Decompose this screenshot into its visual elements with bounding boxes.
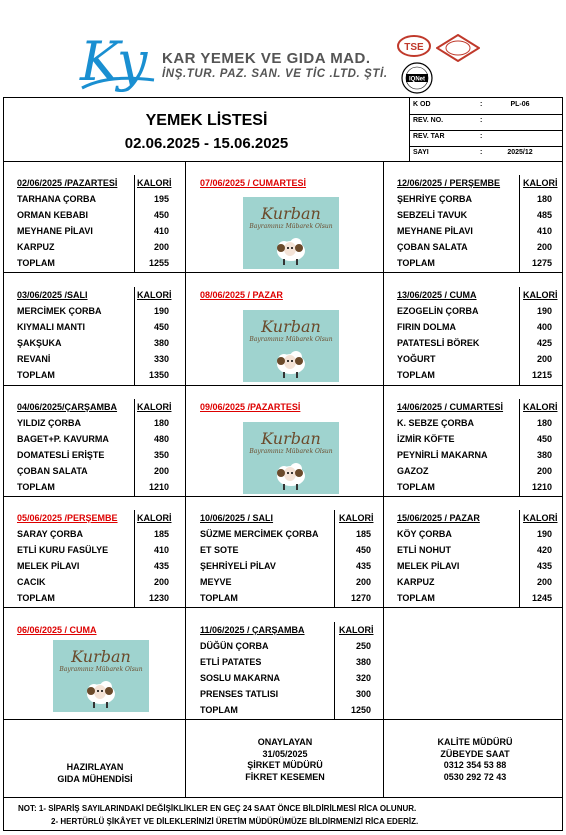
menu-item-kalori: 200 bbox=[536, 466, 552, 476]
doc-info-value: PL-06 bbox=[510, 101, 530, 108]
menu-item-name: YILDIZ ÇORBA bbox=[17, 418, 81, 428]
menu-item-name: CACIK bbox=[17, 577, 46, 587]
menu-item-kalori: 420 bbox=[536, 545, 552, 555]
ks-certificate-icon bbox=[436, 34, 480, 62]
kalori-header: KALORİ bbox=[523, 402, 558, 412]
menu-item-name: K. SEBZE ÇORBA bbox=[397, 418, 475, 428]
quality-manager: KALİTE MÜDÜRÜ ZÜBEYDE SAAT 0312 354 53 88 0530 292 72 43 bbox=[437, 737, 513, 782]
menu-item-kalori: 410 bbox=[153, 226, 169, 236]
holiday-greeting-image: Kurban Bayramınız Mübarek Olsun bbox=[243, 197, 339, 269]
menu-item-name: DOMATESLİ ERİŞTE bbox=[17, 450, 105, 460]
menu-item-name: ETLİ NOHUT bbox=[397, 545, 451, 555]
menu-item-name: SÜZME MERCİMEK ÇORBA bbox=[200, 529, 319, 539]
menu-total-name: TOPLAM bbox=[17, 593, 55, 603]
header bbox=[0, 0, 566, 96]
kalori-header: KALORİ bbox=[137, 513, 172, 523]
day-date: 02/06/2025 /PAZARTESİ bbox=[17, 178, 118, 188]
day-date: 04/06/2025/ÇARŞAMBA bbox=[17, 402, 118, 412]
menu-total-name: TOPLAM bbox=[397, 258, 435, 268]
menu-total-name: TOPLAM bbox=[17, 258, 55, 268]
doc-info-label: REV. TAR bbox=[413, 133, 445, 140]
menu-item-name: PEYNİRLİ MAKARNA bbox=[397, 450, 488, 460]
sheep-icon bbox=[271, 346, 311, 380]
menu-item-name: MELEK PİLAVI bbox=[17, 561, 80, 571]
menu-item-kalori: 200 bbox=[536, 242, 552, 252]
note-line-2: 2- HERTÜRLÜ ŞİKÂYET VE DİLEKLERİNİZİ ÜRETİM MÜDÜRÜMÜZE BİLDİRMENİZİ RİCA EDERİZ. bbox=[51, 817, 419, 826]
menu-item-name: SEBZELİ TAVUK bbox=[397, 210, 468, 220]
menu-total-kalori: 1275 bbox=[531, 258, 552, 268]
menu-item-kalori: 480 bbox=[153, 434, 169, 444]
doc-info-label: K OD bbox=[413, 101, 431, 108]
menu-item-kalori: 200 bbox=[153, 577, 169, 587]
menu-item-kalori: 200 bbox=[355, 577, 371, 587]
menu-item-kalori: 195 bbox=[153, 194, 169, 204]
menu-item-kalori: 180 bbox=[153, 418, 169, 428]
menu-item-kalori: 200 bbox=[153, 242, 169, 252]
menu-item-name: KARPUZ bbox=[397, 577, 435, 587]
svg-text:Ky: Ky bbox=[80, 30, 148, 92]
menu-total-name: TOPLAM bbox=[397, 370, 435, 380]
doc-info-separator: : bbox=[480, 101, 483, 108]
menu-item-kalori: 435 bbox=[536, 561, 552, 571]
menu-item-kalori: 200 bbox=[536, 354, 552, 364]
menu-total-kalori: 1270 bbox=[350, 593, 371, 603]
menu-item-kalori: 380 bbox=[355, 657, 371, 667]
title-block bbox=[4, 98, 409, 160]
menu-item-kalori: 425 bbox=[536, 338, 552, 348]
doc-info-label: SAYI bbox=[413, 149, 429, 156]
menu-item-kalori: 320 bbox=[355, 673, 371, 683]
menu-item-kalori: 300 bbox=[355, 689, 371, 699]
menu-item-name: ÇOBAN SALATA bbox=[17, 466, 88, 476]
menu-total-name: TOPLAM bbox=[397, 482, 435, 492]
menu-item-kalori: 450 bbox=[153, 210, 169, 220]
holiday-greeting-image: Kurban Bayramınız Mübarek Olsun bbox=[243, 422, 339, 494]
menu-total-name: TOPLAM bbox=[17, 482, 55, 492]
sheep-icon bbox=[271, 233, 311, 267]
doc-info-value: 2025/12 bbox=[507, 149, 533, 156]
menu-item-kalori: 250 bbox=[355, 641, 371, 651]
menu-item-name: KÖY ÇORBA bbox=[397, 529, 452, 539]
menu-total-kalori: 1210 bbox=[148, 482, 169, 492]
menu-item-name: DÜĞÜN ÇORBA bbox=[200, 641, 269, 651]
menu-total-kalori: 1230 bbox=[148, 593, 169, 603]
menu-item-name: REVANİ bbox=[17, 354, 51, 364]
menu-item-kalori: 450 bbox=[536, 434, 552, 444]
menu-total-kalori: 1255 bbox=[148, 258, 169, 268]
menu-total-kalori: 1250 bbox=[350, 705, 371, 715]
kalori-header: KALORİ bbox=[523, 178, 558, 188]
menu-item-kalori: 485 bbox=[536, 210, 552, 220]
menu-item-name: SOSLU MAKARNA bbox=[200, 673, 280, 683]
company-name: KAR YEMEK VE GIDA MAD. bbox=[162, 50, 371, 67]
menu-item-name: KARPUZ bbox=[17, 242, 55, 252]
svg-text:TSE: TSE bbox=[404, 42, 424, 53]
menu-item-kalori: 200 bbox=[536, 577, 552, 587]
menu-item-name: ŞEHRİYE ÇORBA bbox=[397, 194, 473, 204]
menu-item-name: ETLİ KURU FASÜLYE bbox=[17, 545, 109, 555]
kalori-header: KALORİ bbox=[339, 625, 374, 635]
menu-item-kalori: 380 bbox=[536, 450, 552, 460]
day-date: 05/06/2025 /PERŞEMBE bbox=[17, 513, 118, 523]
menu-item-name: PATATESLİ BÖREK bbox=[397, 338, 480, 348]
menu-item-kalori: 330 bbox=[153, 354, 169, 364]
menu-item-name: GAZOZ bbox=[397, 466, 429, 476]
menu-item-kalori: 190 bbox=[153, 306, 169, 316]
menu-total-kalori: 1215 bbox=[531, 370, 552, 380]
approved-by: ONAYLAYAN 31/05/2025 ŞİRKET MÜDÜRÜ FİKRET KESEMEN bbox=[245, 737, 325, 782]
menu-item-name: ÇOBAN SALATA bbox=[397, 242, 468, 252]
doc-info-separator: : bbox=[480, 149, 483, 156]
day-date: 15/06/2025 / PAZAR bbox=[397, 513, 480, 523]
menu-item-kalori: 185 bbox=[153, 529, 169, 539]
menu-item-name: ŞEHRİYELİ PİLAV bbox=[200, 561, 276, 571]
doc-info-label: REV. NO. bbox=[413, 117, 444, 124]
day-date: 13/06/2025 / CUMA bbox=[397, 290, 477, 300]
menu-item-kalori: 410 bbox=[153, 545, 169, 555]
menu-total-name: TOPLAM bbox=[200, 593, 238, 603]
menu-item-kalori: 180 bbox=[536, 418, 552, 428]
page-date-range: 02.06.2025 - 15.06.2025 bbox=[124, 135, 289, 152]
menu-item-name: BAGET+P. KAVURMA bbox=[17, 434, 109, 444]
menu-item-name: EZOGELİN ÇORBA bbox=[397, 306, 479, 316]
menu-item-name: KIYMALI MANTI bbox=[17, 322, 85, 332]
day-date: 06/06/2025 / CUMA bbox=[17, 625, 97, 635]
day-date: 11/06/2025 / ÇARŞAMBA bbox=[200, 625, 305, 635]
menu-item-kalori: 180 bbox=[536, 194, 552, 204]
menu-item-kalori: 450 bbox=[355, 545, 371, 555]
svg-text:IQNet: IQNet bbox=[408, 76, 426, 83]
note-line-1: NOT: 1- SİPARİŞ SAYILARINDAKİ DEĞİŞİKLİKLER EN GEÇ 24 SAAT ÖNCE BİLDİRİLMESİ RİCA OLUNUR. bbox=[18, 804, 417, 813]
menu-item-name: FIRIN DOLMA bbox=[397, 322, 456, 332]
menu-total-name: TOPLAM bbox=[17, 370, 55, 380]
doc-info-separator: : bbox=[480, 117, 483, 124]
menu-item-name: PRENSES TATLISI bbox=[200, 689, 279, 699]
holiday-greeting-image: Kurban Bayramınız Mübarek Olsun bbox=[53, 640, 149, 712]
menu-item-name: MEYVE bbox=[200, 577, 232, 587]
menu-total-kalori: 1350 bbox=[148, 370, 169, 380]
doc-info-separator: : bbox=[480, 133, 483, 140]
kalori-header: KALORİ bbox=[137, 178, 172, 188]
day-date: 12/06/2025 / PERŞEMBE bbox=[397, 178, 501, 188]
menu-item-name: SARAY ÇORBA bbox=[17, 529, 84, 539]
menu-item-name: MEYHANE PİLAVI bbox=[397, 226, 473, 236]
menu-item-name: ET SOTE bbox=[200, 545, 239, 555]
kalori-header: KALORİ bbox=[523, 290, 558, 300]
menu-item-name: ORMAN KEBABI bbox=[17, 210, 88, 220]
menu-item-kalori: 190 bbox=[536, 529, 552, 539]
sheep-icon bbox=[81, 676, 121, 710]
menu-item-kalori: 435 bbox=[355, 561, 371, 571]
menu-total-name: TOPLAM bbox=[397, 593, 435, 603]
prepared-by: HAZIRLAYAN GIDA MÜHENDİSİ bbox=[57, 762, 133, 784]
day-date: 14/06/2025 / CUMARTESİ bbox=[397, 402, 504, 412]
day-date: 07/06/2025 / CUMARTESİ bbox=[200, 178, 307, 188]
company-logo bbox=[78, 30, 156, 92]
menu-item-kalori: 450 bbox=[153, 322, 169, 332]
menu-item-name: YOĞURT bbox=[397, 354, 436, 364]
sheep-icon bbox=[271, 458, 311, 492]
menu-item-kalori: 350 bbox=[153, 450, 169, 460]
menu-total-kalori: 1245 bbox=[531, 593, 552, 603]
menu-total-kalori: 1210 bbox=[531, 482, 552, 492]
menu-item-name: İZMİR KÖFTE bbox=[397, 434, 455, 444]
day-date: 09/06/2025 /PAZARTESİ bbox=[200, 402, 301, 412]
kalori-header: KALORİ bbox=[339, 513, 374, 523]
menu-item-kalori: 380 bbox=[153, 338, 169, 348]
page-title: YEMEK LİSTESİ bbox=[145, 112, 268, 129]
menu-item-name: MERCİMEK ÇORBA bbox=[17, 306, 102, 316]
menu-item-kalori: 190 bbox=[536, 306, 552, 316]
day-date: 08/06/2025 / PAZAR bbox=[200, 290, 283, 300]
holiday-greeting-image: Kurban Bayramınız Mübarek Olsun bbox=[243, 310, 339, 382]
menu-item-name: MEYHANE PİLAVI bbox=[17, 226, 93, 236]
kalori-header: KALORİ bbox=[137, 290, 172, 300]
menu-item-name: ETLİ PATATES bbox=[200, 657, 262, 667]
day-date: 10/06/2025 / SALI bbox=[200, 513, 274, 523]
menu-total-name: TOPLAM bbox=[200, 705, 238, 715]
kalori-header: KALORİ bbox=[523, 513, 558, 523]
menu-item-kalori: 410 bbox=[536, 226, 552, 236]
menu-item-kalori: 200 bbox=[153, 466, 169, 476]
kalori-header: KALORİ bbox=[137, 402, 172, 412]
menu-item-name: MELEK PİLAVI bbox=[397, 561, 460, 571]
company-legal-name: İNŞ.TUR. PAZ. SAN. VE TİC .LTD. ŞTİ. bbox=[162, 68, 388, 80]
day-date: 03/06/2025 /SALI bbox=[17, 290, 88, 300]
menu-item-kalori: 400 bbox=[536, 322, 552, 332]
tse-certificate-icon bbox=[396, 34, 432, 58]
menu-item-name: ŞAKŞUKA bbox=[17, 338, 62, 348]
menu-item-name: TARHANA ÇORBA bbox=[17, 194, 96, 204]
menu-item-kalori: 185 bbox=[355, 529, 371, 539]
menu-item-kalori: 435 bbox=[153, 561, 169, 571]
iqnet-certificate-icon bbox=[400, 62, 434, 94]
